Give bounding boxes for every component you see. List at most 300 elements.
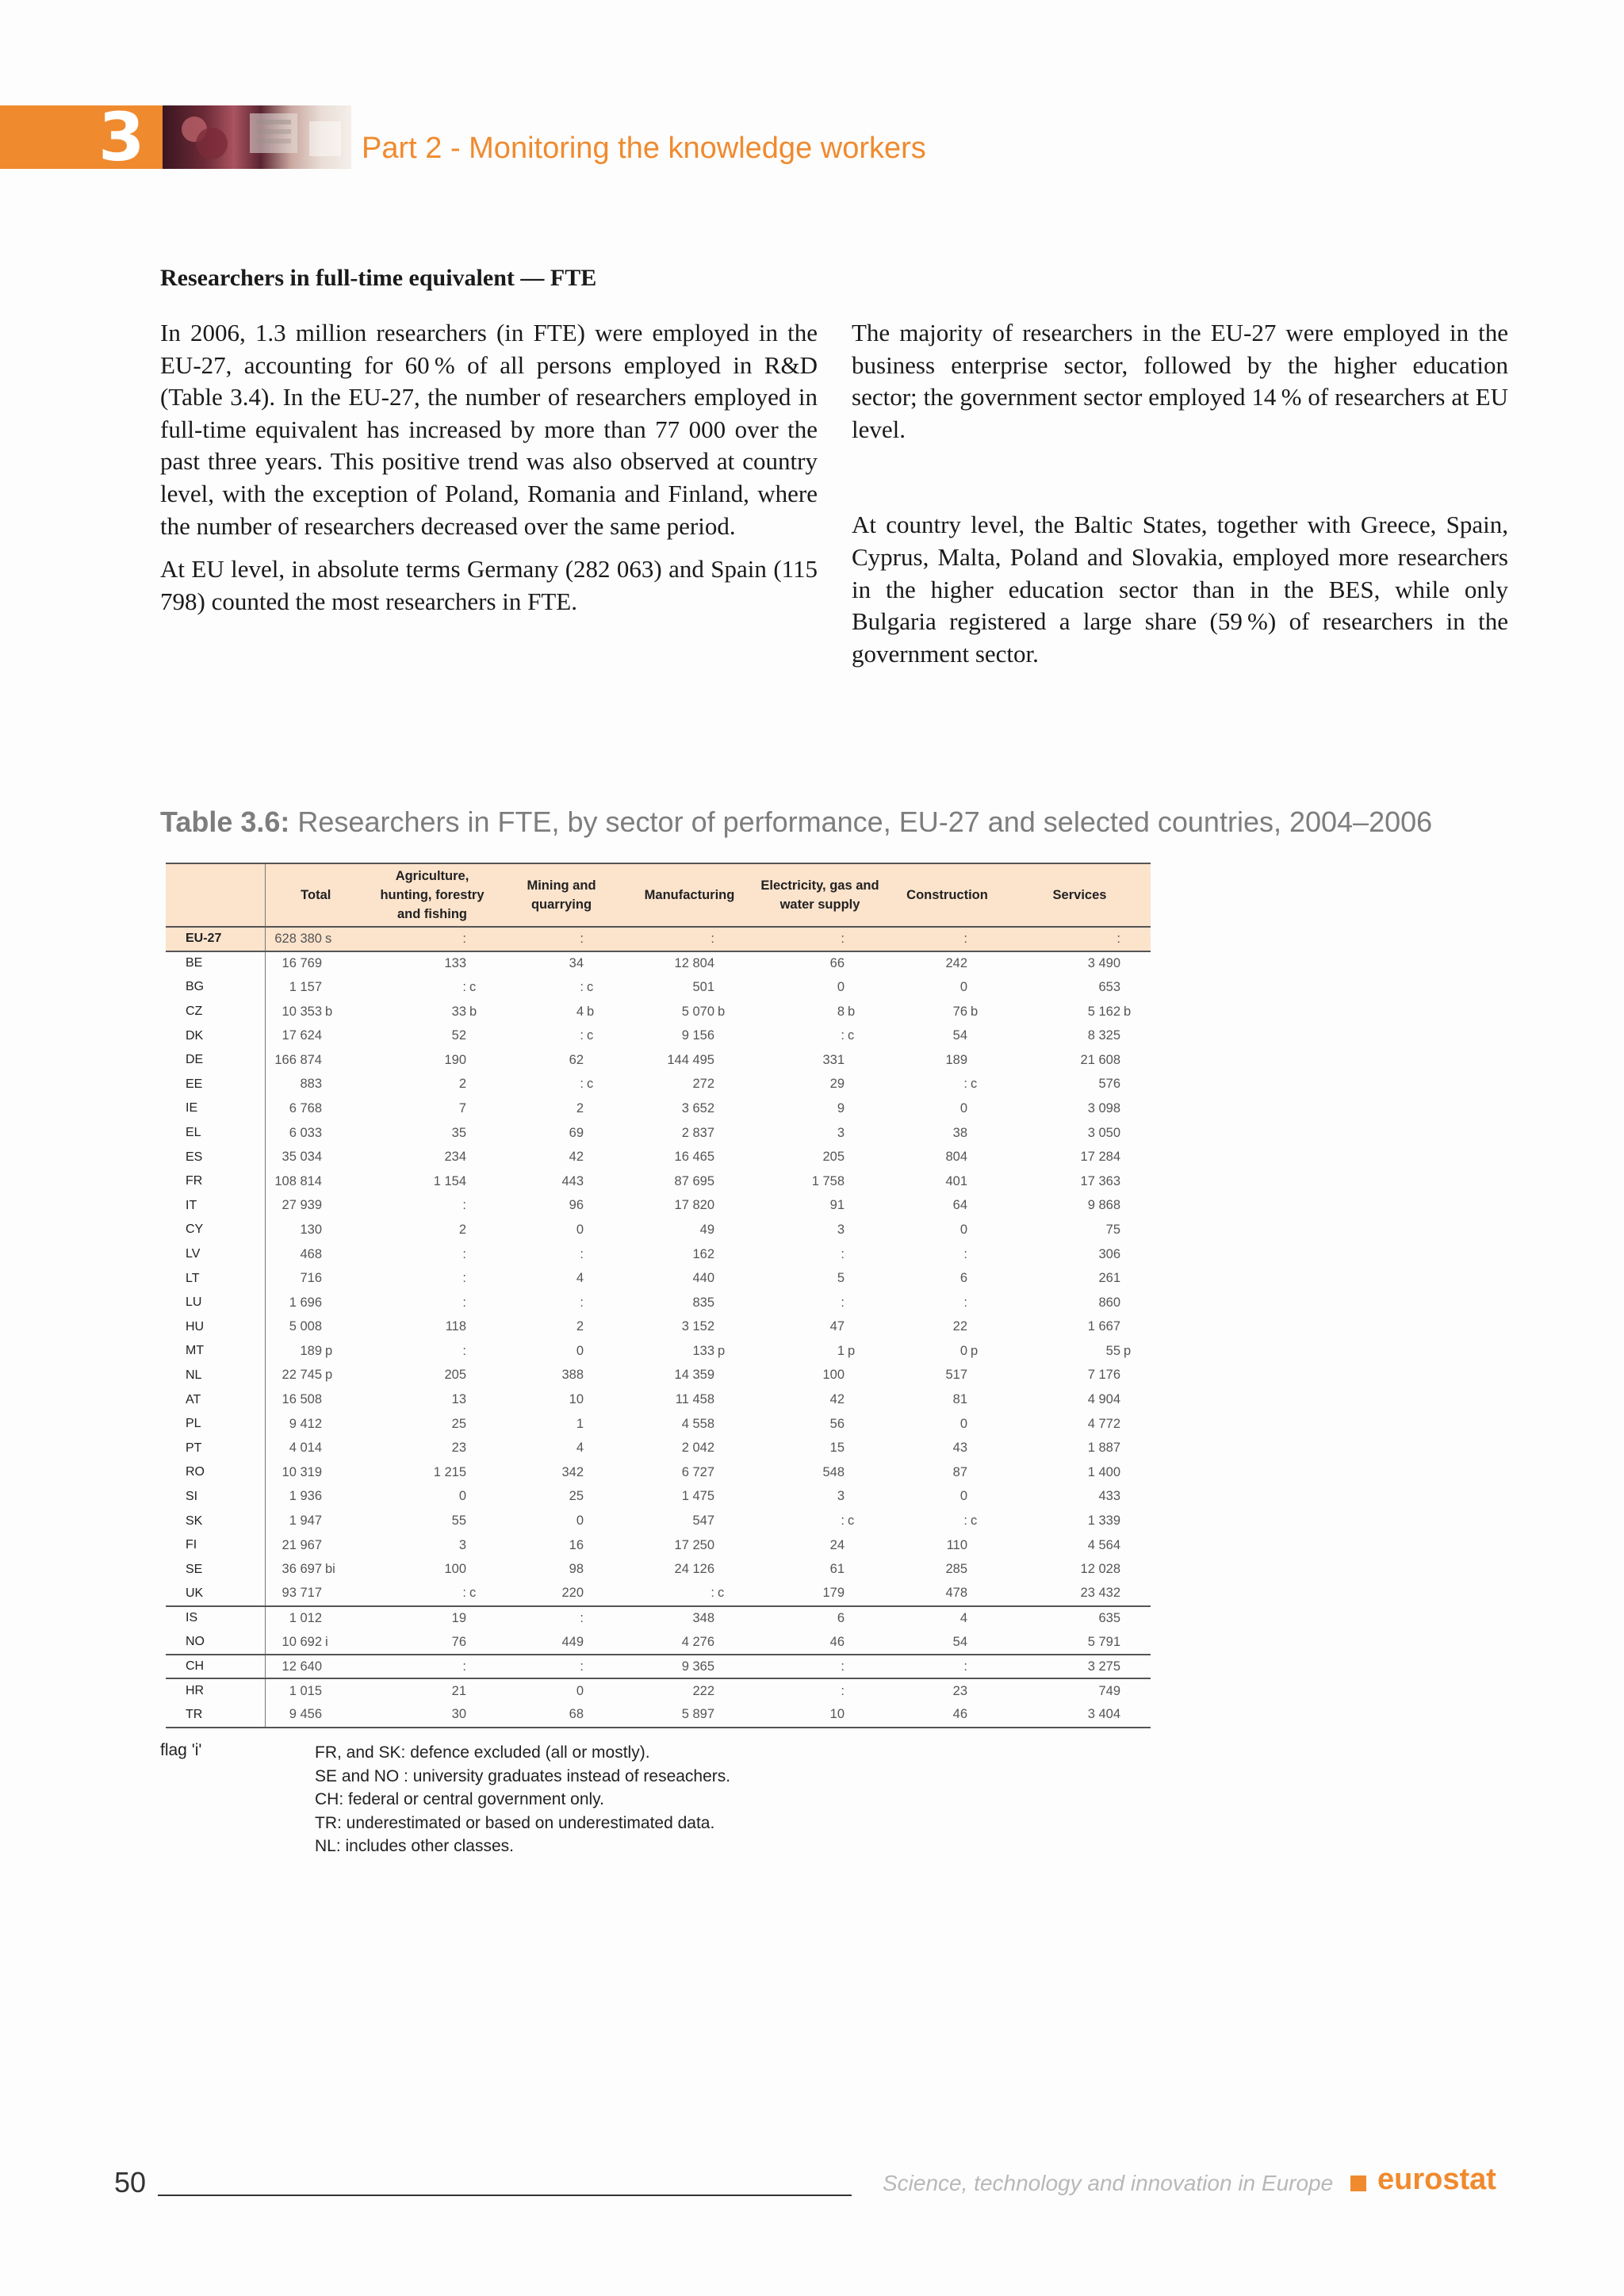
footnotes [315, 1741, 730, 1858]
cell-value: 1 154 [433, 1173, 466, 1188]
table-cell [265, 927, 366, 951]
cell-flag: bi [325, 1562, 335, 1577]
cell-value: 5 791 [1087, 1634, 1120, 1649]
cell-flag: p [325, 1368, 333, 1383]
table-row [166, 1460, 1151, 1485]
table-cell [754, 1630, 886, 1655]
cell-value: : [963, 1659, 967, 1674]
cell-flag: p [971, 1343, 979, 1358]
cell-value: 130 [300, 1222, 322, 1237]
cell-value: 9 868 [1087, 1198, 1120, 1213]
table-cell [754, 1582, 886, 1606]
table-cell [1009, 1218, 1151, 1242]
footnote-line: CH: federal or central government only. [315, 1790, 604, 1808]
cell-value: 3 652 [681, 1100, 714, 1115]
table-cell [498, 1412, 625, 1437]
footer-rule [158, 2195, 852, 2196]
table-cell [498, 1291, 625, 1315]
table-cell [625, 1073, 754, 1097]
cell-value: 68 [569, 1707, 584, 1722]
table-cell [366, 1364, 498, 1388]
cell-value: 0 [576, 1683, 584, 1698]
cell-value: 55 [451, 1513, 466, 1529]
row-geo-label: DE [166, 1048, 265, 1073]
cell-value: 52 [451, 1028, 466, 1043]
cell-value: 36 697 [282, 1562, 322, 1577]
cell-value: 110 [946, 1537, 967, 1552]
table-cell [498, 1460, 625, 1485]
cell-value: 46 [952, 1707, 967, 1722]
cell-value: 222 [692, 1683, 714, 1698]
cell-value: 64 [952, 1198, 967, 1213]
table-cell [1009, 1533, 1151, 1558]
table-cell [754, 1048, 886, 1073]
cell-value: : [963, 1077, 967, 1092]
table-cell [366, 951, 498, 976]
cell-value: : [710, 931, 714, 946]
cell-value: 133 [444, 955, 466, 970]
paragraph: The majority of researchers in the EU-27 were employed in the business enterprise sector, followed by the higher education sector; the government sector employed 14 % of researchers at EU level. [852, 319, 1508, 443]
table-cell [366, 927, 498, 951]
cell-value: 3 098 [1087, 1100, 1120, 1115]
table-cell [1009, 1242, 1151, 1267]
row-geo-label: RO [166, 1460, 265, 1485]
cell-value: 27 939 [282, 1198, 322, 1213]
row-geo-label: FI [166, 1533, 265, 1558]
table-cell [625, 1582, 754, 1606]
cell-value: 16 [569, 1537, 584, 1552]
table-cell [886, 1048, 1009, 1073]
cell-value: 10 [829, 1707, 845, 1722]
table-cell [754, 951, 886, 976]
cell-value: 4 [959, 1610, 967, 1625]
cell-value: 23 [451, 1441, 466, 1456]
row-geo-label: IT [166, 1194, 265, 1219]
table-cell [366, 975, 498, 1000]
column-header [166, 863, 265, 927]
row-geo-label: SI [166, 1485, 265, 1510]
table-cell [498, 1533, 625, 1558]
cell-value: 0 [576, 1513, 584, 1529]
table-cell [498, 1145, 625, 1169]
cell-value: 835 [692, 1295, 714, 1310]
cell-value: 1 215 [433, 1464, 466, 1479]
table-cell [498, 1436, 625, 1460]
table-row [166, 1000, 1151, 1024]
cell-value: 205 [444, 1368, 466, 1383]
table-cell [754, 1533, 886, 1558]
table-cell [265, 1145, 366, 1169]
cell-value: 3 [837, 1222, 845, 1237]
table-cell [625, 1194, 754, 1219]
cell-value: 87 695 [674, 1173, 714, 1188]
table-cell [625, 1630, 754, 1655]
cell-value: 1 157 [289, 979, 322, 994]
table-cell [625, 1364, 754, 1388]
cell-value: 4 276 [681, 1634, 714, 1649]
table-cell [625, 1315, 754, 1340]
table-cell [886, 1412, 1009, 1437]
table-cell [498, 1266, 625, 1291]
cell-value: 9 [837, 1100, 845, 1115]
cell-value: 6 768 [289, 1100, 322, 1115]
cell-value: 1 475 [681, 1489, 714, 1504]
table-cell [886, 1242, 1009, 1267]
table-cell [366, 1096, 498, 1121]
page-number: 50 [114, 2166, 147, 2198]
table-cell [366, 1412, 498, 1437]
table-cell [498, 975, 625, 1000]
cell-flag: c [971, 1077, 978, 1092]
table-cell [754, 1242, 886, 1267]
table-cell [625, 1533, 754, 1558]
cell-value: 0 [959, 1343, 967, 1358]
table-cell [625, 1096, 754, 1121]
row-geo-label: LT [166, 1266, 265, 1291]
table-cell [886, 1582, 1009, 1606]
cell-value: 628 380 [274, 931, 322, 946]
cell-value: 1 758 [811, 1173, 845, 1188]
cell-value: 12 804 [674, 955, 714, 970]
cell-value: : [841, 1683, 845, 1698]
cell-value: 17 363 [1080, 1173, 1120, 1188]
table-body [166, 927, 1151, 1728]
table-cell [625, 1024, 754, 1048]
table-cell [1009, 1387, 1151, 1412]
cell-value: 2 [576, 1319, 584, 1334]
table-cell [1009, 975, 1151, 1000]
table-cell [498, 1315, 625, 1340]
cell-value: : [963, 1246, 967, 1261]
cell-value: 1 667 [1087, 1319, 1120, 1334]
table-cell [754, 1145, 886, 1169]
cell-value: 2 [576, 1100, 584, 1115]
table-cell [1009, 1315, 1151, 1340]
cell-value: 46 [829, 1634, 845, 1649]
table-cell [265, 1606, 366, 1631]
cell-value: 10 353 [282, 1004, 322, 1019]
cell-value: 2 837 [681, 1125, 714, 1140]
cell-flag: c [971, 1513, 978, 1529]
cell-value: 144 495 [667, 1052, 714, 1067]
left-column [160, 317, 818, 629]
cell-value: 23 [952, 1683, 967, 1698]
cell-flag: c [469, 1586, 477, 1601]
cell-value: 4 [576, 1271, 584, 1286]
row-geo-label: BG [166, 975, 265, 1000]
table-cell [265, 1266, 366, 1291]
row-geo-label: PT [166, 1436, 265, 1460]
cell-value: 162 [692, 1246, 714, 1261]
table-cell [265, 1387, 366, 1412]
cell-value: 547 [692, 1513, 714, 1529]
table-cell [754, 1703, 886, 1728]
cell-value: 348 [692, 1610, 714, 1625]
table-cell [498, 1024, 625, 1048]
cell-value: 285 [945, 1562, 967, 1577]
cell-value: 118 [445, 1319, 466, 1334]
row-geo-label: TR [166, 1703, 265, 1728]
table-cell [265, 1533, 366, 1558]
cell-value: 25 [451, 1416, 466, 1431]
table-cell [265, 1509, 366, 1533]
table-cell [1009, 1364, 1151, 1388]
cell-value: 7 [458, 1100, 466, 1115]
chapter-number: 3 [98, 98, 145, 176]
table-cell [366, 1582, 498, 1606]
cell-value: 261 [1098, 1271, 1120, 1286]
table-cell [625, 1387, 754, 1412]
table-cell [886, 1194, 1009, 1219]
cell-value: 272 [692, 1077, 714, 1092]
table-cell [1009, 1582, 1151, 1606]
cell-value: : [580, 1246, 584, 1261]
cell-value: 6 [959, 1271, 967, 1286]
cell-value: 190 [444, 1052, 466, 1067]
footnote-flag: flag 'i' [160, 1741, 202, 1759]
table-cell [265, 1000, 366, 1024]
table-row [166, 1655, 1151, 1679]
cell-value: 4 904 [1087, 1392, 1120, 1407]
cell-value: 5 [837, 1271, 845, 1286]
footnote-line: FR, and SK: defence excluded (all or mostly). [315, 1743, 650, 1762]
footnote-line: TR: underestimated or based on underestimated data. [315, 1813, 715, 1832]
cell-value: 17 250 [674, 1537, 714, 1552]
table-row [166, 1582, 1151, 1606]
table-cell [625, 1485, 754, 1510]
table-cell [886, 1557, 1009, 1582]
table-cell [265, 1315, 366, 1340]
cell-value: 220 [561, 1586, 584, 1601]
publication-title: Science, technology and innovation in Europe [883, 2171, 1334, 2195]
table-row [166, 1024, 1151, 1048]
cell-value: : [580, 931, 584, 946]
table-cell [265, 1703, 366, 1728]
table-cell [498, 1678, 625, 1703]
table-cell [886, 1387, 1009, 1412]
table-cell [366, 1048, 498, 1073]
table-cell [366, 1194, 498, 1219]
cell-value: 0 [959, 1222, 967, 1237]
table-header-row [166, 863, 1151, 927]
table-cell [754, 927, 886, 951]
cell-value: : [462, 1246, 466, 1261]
table-cell [1009, 1291, 1151, 1315]
table-row [166, 975, 1151, 1000]
paragraph: At EU level, in absolute terms Germany (282 063) and Spain (115 798) counted the most researchers in FTE. [160, 555, 818, 615]
cell-value: : [580, 1028, 584, 1043]
cell-value: 61 [829, 1562, 845, 1577]
table-cell [625, 1000, 754, 1024]
table-cell [754, 1364, 886, 1388]
table-cell [366, 1121, 498, 1146]
table-cell [886, 1073, 1009, 1097]
cell-flag: c [718, 1586, 725, 1601]
table-cell [886, 951, 1009, 976]
table-cell [754, 1460, 886, 1485]
table-cell [265, 1194, 366, 1219]
cell-value: 1 [576, 1416, 584, 1431]
table-cell [498, 1121, 625, 1146]
table-cell [366, 1000, 498, 1024]
paragraph: In 2006, 1.3 million researchers (in FTE) were employed in the EU-27, accounting for 60 % of all persons employed in R&D (Table 3.4). In the EU-27, the number of researchers employed in full-time equivalent has increased by more than 77 000 over the past three years. This positive trend was also observed at country level, with the exception of Poland, Romania and Finland, where the number of researchers decreased over the same period. [160, 319, 818, 540]
table-cell [498, 1242, 625, 1267]
row-geo-label: UK [166, 1582, 265, 1606]
cell-value: 9 156 [681, 1028, 714, 1043]
cell-value: 17 284 [1080, 1150, 1120, 1165]
table-cell [625, 1606, 754, 1631]
cell-value: 11 458 [675, 1392, 714, 1407]
cell-value: 21 [451, 1683, 466, 1698]
table-cell [265, 1630, 366, 1655]
cell-value: 33 [451, 1004, 466, 1019]
cell-value: 3 404 [1087, 1707, 1120, 1722]
table-cell [754, 1606, 886, 1631]
cell-flag: b [587, 1004, 595, 1019]
table-cell [366, 1460, 498, 1485]
table-row [166, 1266, 1151, 1291]
cell-value: 47 [829, 1319, 845, 1334]
row-geo-label: EE [166, 1073, 265, 1097]
table-cell [886, 1533, 1009, 1558]
cell-value: 6 727 [681, 1464, 714, 1479]
cell-value: 55 [1105, 1343, 1120, 1358]
cell-value: 8 325 [1087, 1028, 1120, 1043]
cell-value: 96 [569, 1198, 584, 1213]
cell-value: 87 [952, 1464, 967, 1479]
cell-value: 749 [1098, 1683, 1120, 1698]
table-cell [754, 1557, 886, 1582]
table-cell [498, 1582, 625, 1606]
cell-value: 35 034 [282, 1150, 322, 1165]
cell-value: 1 936 [289, 1489, 322, 1504]
table-cell [498, 927, 625, 951]
table-row [166, 1096, 1151, 1121]
cell-value: 179 [822, 1586, 845, 1601]
table-cell [265, 1291, 366, 1315]
table-cell [366, 1703, 498, 1728]
table-cell [366, 1485, 498, 1510]
cell-flag: c [587, 1028, 594, 1043]
table-cell [1009, 1096, 1151, 1121]
cell-value: 62 [569, 1052, 584, 1067]
table-cell [498, 1364, 625, 1388]
cell-value: 4 [576, 1441, 584, 1456]
table-cell [265, 1582, 366, 1606]
table-row [166, 1339, 1151, 1364]
cell-value: 100 [444, 1562, 466, 1577]
table-cell [1009, 1073, 1151, 1097]
cell-flag: c [848, 1028, 855, 1043]
footnote-line: NL: includes other classes. [315, 1837, 514, 1855]
cell-flag: c [587, 979, 594, 994]
cell-value: 342 [561, 1464, 584, 1479]
table-cell [625, 1121, 754, 1146]
table-cell [265, 1024, 366, 1048]
cell-value: 0 [959, 1416, 967, 1431]
table-cell [265, 1242, 366, 1267]
table-cell [886, 1703, 1009, 1728]
table-caption-label: Table 3.6: [160, 806, 290, 838]
cell-value: 860 [1098, 1295, 1120, 1310]
table-cell [886, 1291, 1009, 1315]
table-cell [265, 1655, 366, 1679]
column-header: Mining and quarrying [498, 863, 625, 927]
cell-value: 42 [569, 1150, 584, 1165]
table-cell [754, 1387, 886, 1412]
cell-value: : [1116, 931, 1120, 946]
table-cell [886, 1509, 1009, 1533]
table-cell [498, 1485, 625, 1510]
cell-value: 3 275 [1087, 1659, 1120, 1674]
cell-value: 10 [569, 1392, 584, 1407]
table-cell [754, 1315, 886, 1340]
table-cell [625, 927, 754, 951]
table-cell [1009, 1000, 1151, 1024]
cell-value: 166 874 [274, 1052, 322, 1067]
cell-value: 12 640 [282, 1659, 322, 1674]
table-cell [265, 1485, 366, 1510]
right-column [852, 317, 1508, 681]
footnote-line: SE and NO : university graduates instead of reseachers. [315, 1766, 731, 1785]
cell-value: 8 [837, 1004, 845, 1019]
table-cell [498, 1339, 625, 1364]
table-cell [886, 1096, 1009, 1121]
table-cell [886, 1678, 1009, 1703]
cell-value: 635 [1098, 1610, 1120, 1625]
table-cell [1009, 1557, 1151, 1582]
row-geo-label: BE [166, 951, 265, 976]
cell-value: : [462, 1271, 466, 1286]
table-cell [265, 1339, 366, 1364]
cell-value: 401 [945, 1173, 967, 1188]
table-row [166, 1387, 1151, 1412]
cell-value: 25 [569, 1489, 584, 1504]
cell-value: : [580, 979, 584, 994]
cell-value: 54 [952, 1634, 967, 1649]
cell-flag: b [469, 1004, 477, 1019]
table-cell [1009, 1024, 1151, 1048]
table-caption [160, 806, 1432, 839]
cell-flag: p [325, 1343, 333, 1358]
cell-value: : [841, 1659, 845, 1674]
cell-value: : [841, 1513, 845, 1529]
cell-value: 883 [300, 1077, 322, 1092]
cell-value: 2 042 [681, 1441, 714, 1456]
table-cell [754, 1291, 886, 1315]
cell-value: 0 [959, 1100, 967, 1115]
table-cell [1009, 1606, 1151, 1631]
cell-value: 7 176 [1087, 1368, 1120, 1383]
row-geo-label: ES [166, 1145, 265, 1169]
table-row [166, 1703, 1151, 1728]
table-cell [366, 1655, 498, 1679]
cell-value: 205 [822, 1150, 845, 1165]
cell-value: 1 339 [1087, 1513, 1120, 1529]
table-cell [498, 1655, 625, 1679]
table-cell [625, 1048, 754, 1073]
cell-value: 716 [300, 1271, 322, 1286]
table-cell [498, 951, 625, 976]
cell-value: : [963, 1513, 967, 1529]
table-cell [886, 1169, 1009, 1194]
table-cell [754, 1000, 886, 1024]
table-cell [625, 1509, 754, 1533]
data-table-container [166, 863, 1151, 1728]
table-cell [1009, 1412, 1151, 1437]
table-cell [1009, 1655, 1151, 1679]
cell-value: 98 [569, 1562, 584, 1577]
